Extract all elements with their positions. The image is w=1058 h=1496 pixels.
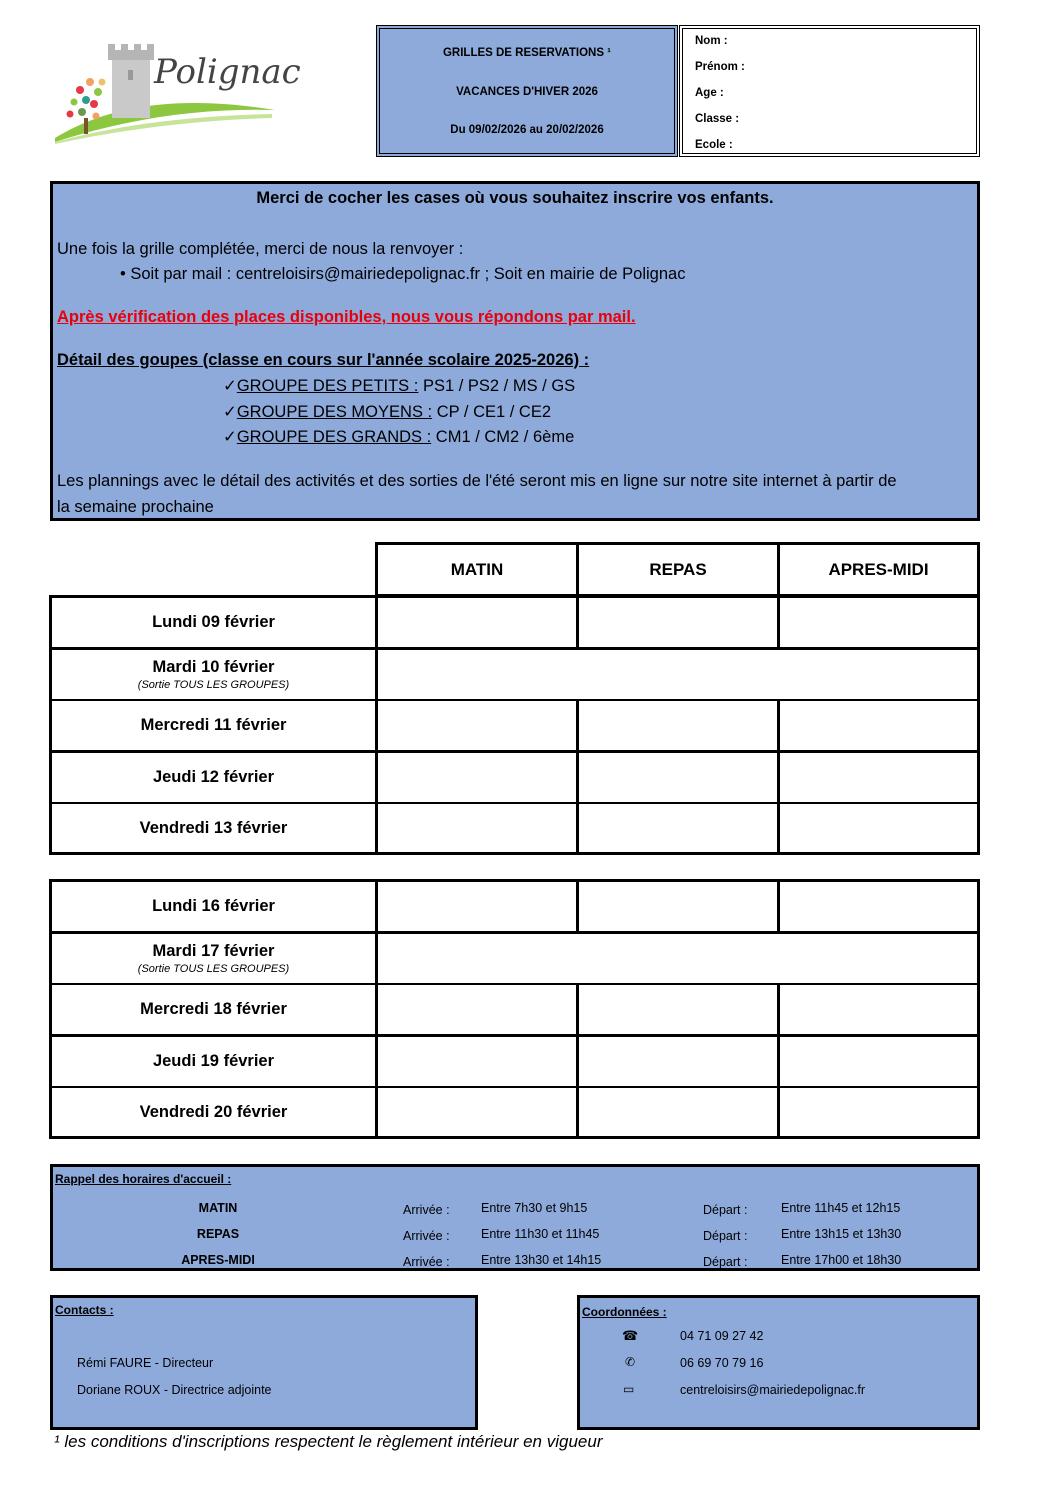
day-name: Mercredi 11 février — [140, 716, 287, 734]
info-line1: Une fois la grille complétée, merci de nous la renvoyer : — [57, 240, 464, 258]
info-heading: Merci de cocher les cases où vous souhaitez inscrire vos enfants. — [256, 189, 774, 207]
logo-text: Polignac — [154, 52, 301, 92]
identity-box — [679, 25, 980, 157]
matin-checkbox-cell[interactable] — [376, 802, 578, 855]
apres-midi-checkbox-cell[interactable] — [778, 983, 979, 1036]
day-name: Lundi 09 février — [152, 613, 275, 631]
check-icon: ✓ — [223, 403, 237, 421]
departure-time: Entre 17h00 et 18h30 — [781, 1253, 902, 1267]
col-apres-midi: APRES-MIDI — [778, 543, 979, 596]
matin-checkbox-cell[interactable] — [376, 880, 578, 933]
horaires-panel — [50, 1164, 980, 1271]
field-nom[interactable]: Nom : — [695, 35, 728, 47]
matin-checkbox-cell[interactable] — [376, 983, 578, 1036]
departure-time: Entre 13h15 et 13h30 — [781, 1227, 902, 1241]
apres-midi-checkbox-cell[interactable] — [778, 1086, 979, 1139]
sortie-merged-cell[interactable] — [376, 932, 979, 985]
polignac-logo — [50, 38, 301, 148]
plans-line1: Les plannings avec le détail des activités et des sorties de l'été seront mis en ligne sur notre site internet à partir de — [57, 472, 897, 490]
footnote: ¹ les conditions d'inscriptions respectent le règlement intérieur en vigueur — [54, 1432, 603, 1451]
arrival-time: Entre 7h30 et 9h15 — [481, 1201, 588, 1215]
horaire-slot: APRES-MIDI — [181, 1253, 255, 1267]
header-title: GRILLES DE RESERVATIONS ¹ — [442, 47, 612, 59]
info-warning: Après vérification des places disponibles, nous vous répondons par mail. — [57, 308, 636, 326]
day-label — [50, 802, 377, 855]
day-note: (Sortie TOUS LES GROUPES) — [137, 679, 290, 691]
header-dates: Du 09/02/2026 au 20/02/2026 — [450, 124, 604, 136]
day-label — [50, 751, 377, 804]
sortie-merged-cell[interactable] — [376, 648, 979, 701]
repas-checkbox-cell[interactable] — [577, 699, 779, 752]
day-name: Lundi 16 février — [152, 897, 275, 915]
groups-title: Détail des goupes (classe en cours sur l'année scolaire 2025-2026) : — [57, 351, 590, 369]
check-icon: ✓ — [223, 428, 237, 446]
day-label — [50, 1086, 377, 1139]
arrival-label: Arrivée : — [403, 1255, 450, 1269]
arrival-label: Arrivée : — [403, 1203, 450, 1217]
info-line2: • Soit par mail : centreloisirs@mairiedepolignac.fr ; Soit en mairie de Polignac — [120, 265, 686, 283]
header-period: VACANCES D'HIVER 2026 — [456, 86, 598, 98]
day-name: Mardi 10 février — [152, 658, 275, 676]
email-address[interactable]: centreloisirs@mairiedepolignac.fr — [680, 1383, 865, 1397]
day-name: Jeudi 19 février — [152, 1052, 275, 1070]
apres-midi-checkbox-cell[interactable] — [778, 1035, 979, 1088]
repas-checkbox-cell[interactable] — [577, 1086, 779, 1139]
mobile-number[interactable]: 06 69 70 79 16 — [680, 1356, 764, 1370]
day-label — [50, 648, 377, 701]
header-title-box — [376, 25, 678, 157]
check-icon: ✓ — [223, 377, 237, 395]
field-ecole[interactable]: Ecole : — [695, 139, 733, 151]
departure-label: Départ : — [703, 1255, 748, 1269]
info-panel — [50, 181, 980, 521]
day-name: Mercredi 18 février — [140, 1000, 287, 1018]
day-label — [50, 880, 377, 933]
matin-checkbox-cell[interactable] — [376, 1035, 578, 1088]
contacts-panel — [50, 1295, 478, 1430]
contacts-title: Contacts : — [55, 1303, 114, 1317]
day-note: (Sortie TOUS LES GROUPES) — [137, 963, 290, 975]
field-prenom[interactable]: Prénom : — [695, 61, 745, 73]
mobile-icon: ✆ — [625, 1355, 636, 1369]
contact-director: Rémi FAURE - Directeur — [77, 1356, 214, 1370]
horaire-slot: REPAS — [196, 1227, 240, 1241]
apres-midi-checkbox-cell[interactable] — [778, 596, 979, 649]
col-matin: MATIN — [376, 543, 578, 596]
day-label — [50, 983, 377, 1036]
departure-time: Entre 11h45 et 12h15 — [781, 1201, 901, 1215]
matin-checkbox-cell[interactable] — [376, 699, 578, 752]
repas-checkbox-cell[interactable] — [577, 983, 779, 1036]
phone-number[interactable]: 04 71 09 27 42 — [680, 1329, 764, 1343]
arrival-time: Entre 13h30 et 14h15 — [481, 1253, 602, 1267]
departure-label: Départ : — [703, 1203, 748, 1217]
plans-line2: la semaine prochaine — [57, 498, 214, 516]
day-name: Mardi 17 février — [152, 942, 275, 960]
matin-checkbox-cell[interactable] — [376, 1086, 578, 1139]
horaires-title: Rappel des horaires d'accueil : — [55, 1172, 232, 1186]
repas-checkbox-cell[interactable] — [577, 802, 779, 855]
apres-midi-checkbox-cell[interactable] — [778, 802, 979, 855]
col-repas: REPAS — [577, 543, 779, 596]
day-label — [50, 1035, 377, 1088]
repas-checkbox-cell[interactable] — [577, 596, 779, 649]
day-name: Vendredi 13 février — [139, 819, 288, 837]
day-label — [50, 699, 377, 752]
arrival-time: Entre 11h30 et 11h45 — [481, 1227, 600, 1241]
horaire-slot: MATIN — [198, 1201, 238, 1215]
phone-icon: ☎ — [622, 1328, 639, 1343]
group-grands: ✓GROUPE DES GRANDS : CM1 / CM2 / 6ème — [223, 428, 575, 446]
coordonnees-panel — [577, 1295, 980, 1430]
day-name: Vendredi 20 février — [139, 1103, 288, 1121]
repas-checkbox-cell[interactable] — [577, 751, 779, 804]
matin-checkbox-cell[interactable] — [376, 596, 578, 649]
contact-deputy: Doriane ROUX - Directrice adjointe — [77, 1383, 272, 1397]
repas-checkbox-cell[interactable] — [577, 1035, 779, 1088]
group-petits: ✓GROUPE DES PETITS : PS1 / PS2 / MS / GS — [223, 377, 576, 395]
field-classe[interactable]: Classe : — [695, 113, 740, 125]
departure-label: Départ : — [703, 1229, 748, 1243]
arrival-label: Arrivée : — [403, 1229, 450, 1243]
apres-midi-checkbox-cell[interactable] — [778, 699, 979, 752]
day-label — [50, 932, 377, 985]
day-name: Jeudi 12 février — [152, 768, 275, 786]
coordonnees-title: Coordonnées : — [582, 1305, 667, 1319]
computer-icon: ▭ — [623, 1382, 635, 1396]
matin-checkbox-cell[interactable] — [376, 751, 578, 804]
apres-midi-checkbox-cell[interactable] — [778, 880, 979, 933]
repas-checkbox-cell[interactable] — [577, 880, 779, 933]
field-age[interactable]: Age : — [695, 87, 724, 99]
apres-midi-checkbox-cell[interactable] — [778, 751, 979, 804]
group-moyens: ✓GROUPE DES MOYENS : CP / CE1 / CE2 — [223, 403, 552, 421]
day-label — [50, 596, 377, 649]
